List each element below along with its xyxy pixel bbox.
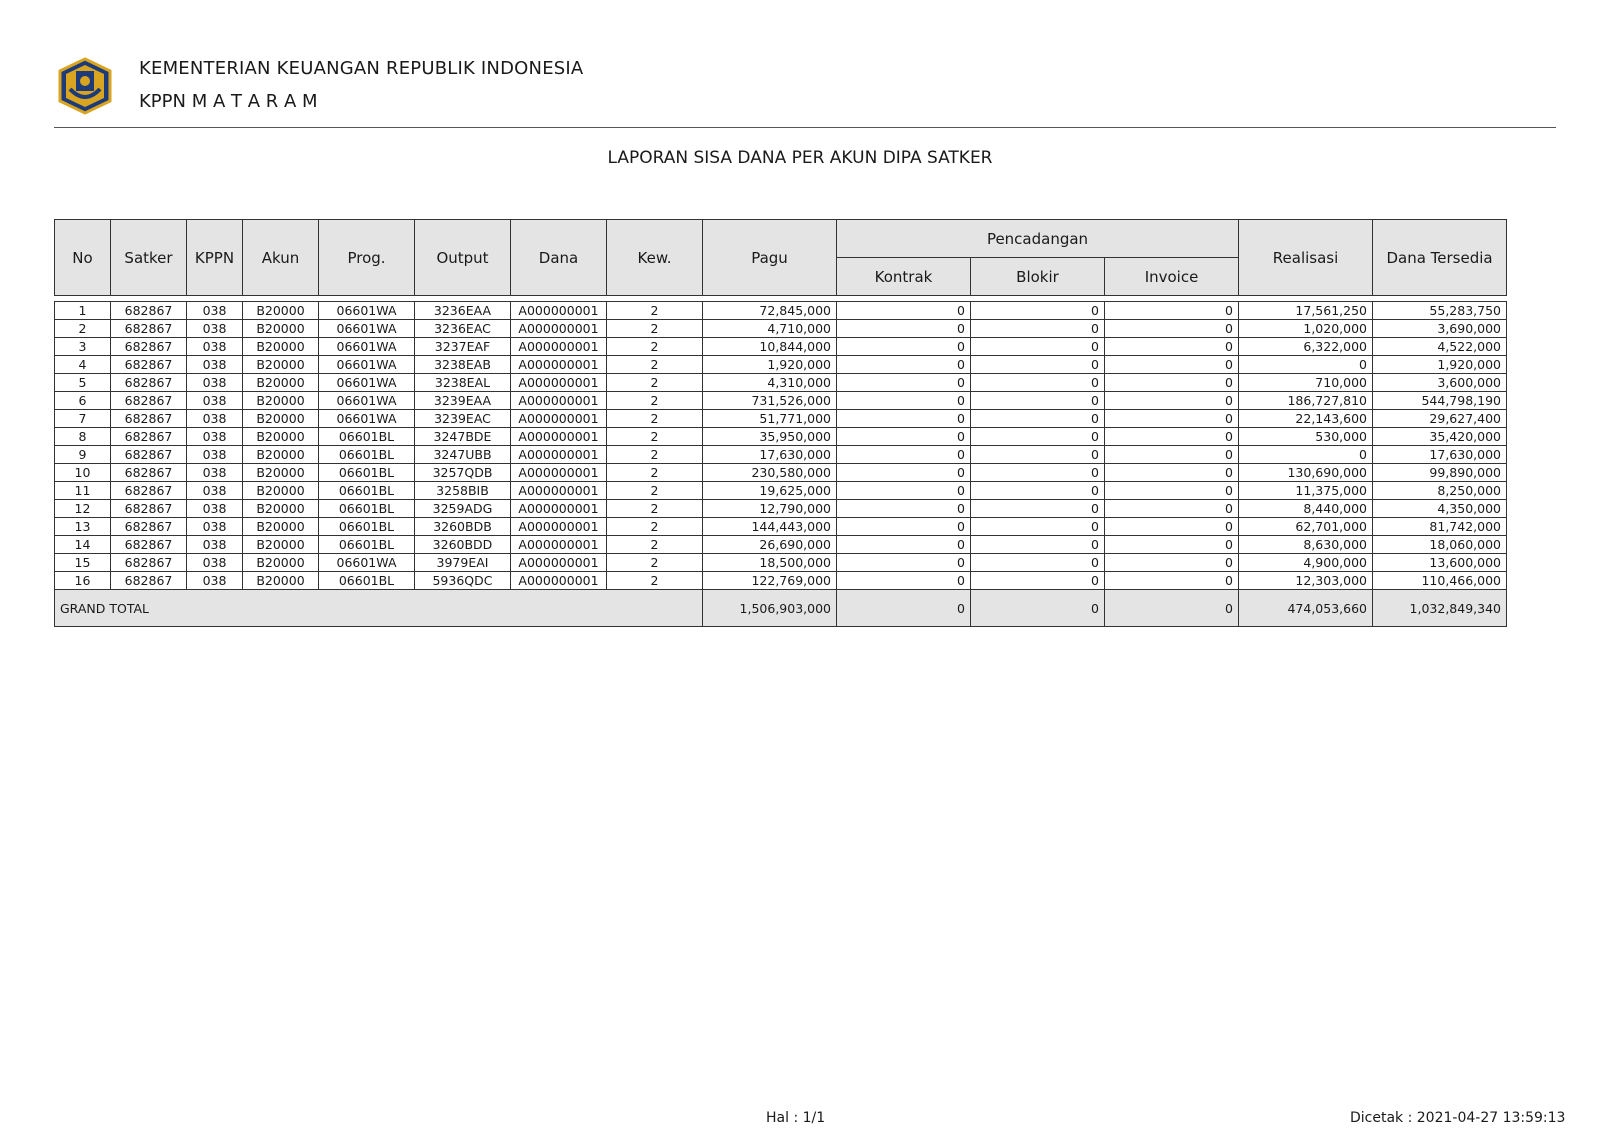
- cell-prog: 06601WA: [319, 302, 415, 320]
- cell-kppn: 038: [187, 392, 243, 410]
- cell-satker: 682867: [111, 392, 187, 410]
- cell-pagu: 26,690,000: [703, 536, 837, 554]
- cell-prog: 06601WA: [319, 410, 415, 428]
- total-invoice: 0: [1105, 590, 1239, 627]
- cell-output: 3237EAF: [415, 338, 511, 356]
- cell-no: 12: [55, 500, 111, 518]
- cell-invoice: 0: [1105, 482, 1239, 500]
- cell-output: 3258BIB: [415, 482, 511, 500]
- table-row: [55, 374, 1507, 392]
- cell-no: 10: [55, 464, 111, 482]
- cell-kppn: 038: [187, 464, 243, 482]
- table-row: [55, 410, 1507, 428]
- cell-pagu: 731,526,000: [703, 392, 837, 410]
- cell-invoice: 0: [1105, 374, 1239, 392]
- cell-dana: A000000001: [511, 320, 607, 338]
- cell-realisasi: 0: [1239, 356, 1373, 374]
- cell-kew: 2: [607, 554, 703, 572]
- cell-dana: A000000001: [511, 338, 607, 356]
- cell-satker: 682867: [111, 554, 187, 572]
- cell-pagu: 35,950,000: [703, 428, 837, 446]
- cell-output: 3236EAC: [415, 320, 511, 338]
- cell-dana: A000000001: [511, 302, 607, 320]
- cell-pagu: 122,769,000: [703, 572, 837, 590]
- col-kppn: KPPN: [187, 220, 243, 296]
- cell-akun: B20000: [243, 374, 319, 392]
- cell-pagu: 10,844,000: [703, 338, 837, 356]
- cell-satker: 682867: [111, 464, 187, 482]
- cell-kew: 2: [607, 338, 703, 356]
- cell-akun: B20000: [243, 446, 319, 464]
- cell-dana-tersedia: 81,742,000: [1373, 518, 1507, 536]
- table-row: [55, 356, 1507, 374]
- cell-no: 2: [55, 320, 111, 338]
- cell-realisasi: 8,630,000: [1239, 536, 1373, 554]
- cell-kppn: 038: [187, 572, 243, 590]
- cell-invoice: 0: [1105, 446, 1239, 464]
- col-kew: Kew.: [607, 220, 703, 296]
- col-dana: Dana: [511, 220, 607, 296]
- cell-blokir: 0: [971, 518, 1105, 536]
- cell-satker: 682867: [111, 410, 187, 428]
- cell-pagu: 19,625,000: [703, 482, 837, 500]
- cell-pagu: 144,443,000: [703, 518, 837, 536]
- total-dana-tersedia: 1,032,849,340: [1373, 590, 1507, 627]
- cell-dana-tersedia: 4,522,000: [1373, 338, 1507, 356]
- cell-blokir: 0: [971, 554, 1105, 572]
- cell-satker: 682867: [111, 446, 187, 464]
- cell-dana: A000000001: [511, 536, 607, 554]
- table-row: [55, 392, 1507, 410]
- page-number: Hal : 1/1: [766, 1110, 826, 1126]
- cell-blokir: 0: [971, 572, 1105, 590]
- table-row: [55, 338, 1507, 356]
- cell-akun: B20000: [243, 482, 319, 500]
- cell-akun: B20000: [243, 392, 319, 410]
- cell-blokir: 0: [971, 338, 1105, 356]
- cell-pagu: 17,630,000: [703, 446, 837, 464]
- cell-kontrak: 0: [837, 518, 971, 536]
- cell-realisasi: 22,143,600: [1239, 410, 1373, 428]
- cell-satker: 682867: [111, 518, 187, 536]
- col-dana-tersedia: Dana Tersedia: [1373, 220, 1507, 296]
- cell-kew: 2: [607, 320, 703, 338]
- cell-invoice: 0: [1105, 320, 1239, 338]
- cell-prog: 06601WA: [319, 356, 415, 374]
- cell-kew: 2: [607, 410, 703, 428]
- cell-dana: A000000001: [511, 428, 607, 446]
- cell-no: 14: [55, 536, 111, 554]
- cell-kew: 2: [607, 500, 703, 518]
- cell-kontrak: 0: [837, 374, 971, 392]
- header-divider: [54, 127, 1556, 128]
- col-satker: Satker: [111, 220, 187, 296]
- cell-output: 3247BDE: [415, 428, 511, 446]
- cell-dana: A000000001: [511, 500, 607, 518]
- table-row: [55, 518, 1507, 536]
- cell-prog: 06601BL: [319, 500, 415, 518]
- cell-dana-tersedia: 17,630,000: [1373, 446, 1507, 464]
- cell-kppn: 038: [187, 356, 243, 374]
- table-row: [55, 482, 1507, 500]
- cell-kontrak: 0: [837, 464, 971, 482]
- cell-kppn: 038: [187, 518, 243, 536]
- cell-akun: B20000: [243, 338, 319, 356]
- cell-realisasi: 17,561,250: [1239, 302, 1373, 320]
- cell-realisasi: 62,701,000: [1239, 518, 1373, 536]
- cell-prog: 06601BL: [319, 464, 415, 482]
- cell-no: 15: [55, 554, 111, 572]
- cell-output: 3257QDB: [415, 464, 511, 482]
- cell-kew: 2: [607, 392, 703, 410]
- cell-output: 3259ADG: [415, 500, 511, 518]
- cell-prog: 06601WA: [319, 554, 415, 572]
- cell-dana: A000000001: [511, 374, 607, 392]
- cell-prog: 06601BL: [319, 536, 415, 554]
- cell-blokir: 0: [971, 536, 1105, 554]
- cell-no: 8: [55, 428, 111, 446]
- total-pagu: 1,506,903,000: [703, 590, 837, 627]
- cell-akun: B20000: [243, 410, 319, 428]
- cell-dana-tersedia: 4,350,000: [1373, 500, 1507, 518]
- col-invoice: Invoice: [1105, 258, 1239, 296]
- cell-blokir: 0: [971, 302, 1105, 320]
- table-row: [55, 446, 1507, 464]
- cell-akun: B20000: [243, 500, 319, 518]
- col-no: No: [55, 220, 111, 296]
- cell-kppn: 038: [187, 338, 243, 356]
- cell-prog: 06601WA: [319, 392, 415, 410]
- cell-blokir: 0: [971, 392, 1105, 410]
- cell-invoice: 0: [1105, 554, 1239, 572]
- table-row: [55, 536, 1507, 554]
- total-kontrak: 0: [837, 590, 971, 627]
- cell-output: 3238EAL: [415, 374, 511, 392]
- cell-kppn: 038: [187, 446, 243, 464]
- cell-satker: 682867: [111, 374, 187, 392]
- table-row: [55, 302, 1507, 320]
- cell-blokir: 0: [971, 374, 1105, 392]
- cell-output: 3260BDB: [415, 518, 511, 536]
- cell-invoice: 0: [1105, 572, 1239, 590]
- cell-kew: 2: [607, 302, 703, 320]
- cell-kew: 2: [607, 572, 703, 590]
- cell-kew: 2: [607, 374, 703, 392]
- cell-kontrak: 0: [837, 482, 971, 500]
- cell-no: 4: [55, 356, 111, 374]
- cell-kew: 2: [607, 446, 703, 464]
- cell-satker: 682867: [111, 338, 187, 356]
- cell-blokir: 0: [971, 464, 1105, 482]
- cell-no: 13: [55, 518, 111, 536]
- cell-dana-tersedia: 8,250,000: [1373, 482, 1507, 500]
- cell-blokir: 0: [971, 428, 1105, 446]
- cell-kontrak: 0: [837, 554, 971, 572]
- cell-akun: B20000: [243, 428, 319, 446]
- cell-realisasi: 1,020,000: [1239, 320, 1373, 338]
- cell-output: 3238EAB: [415, 356, 511, 374]
- cell-realisasi: 8,440,000: [1239, 500, 1373, 518]
- cell-invoice: 0: [1105, 338, 1239, 356]
- cell-no: 9: [55, 446, 111, 464]
- cell-satker: 682867: [111, 482, 187, 500]
- cell-kppn: 038: [187, 536, 243, 554]
- cell-kontrak: 0: [837, 410, 971, 428]
- col-blokir: Blokir: [971, 258, 1105, 296]
- cell-kew: 2: [607, 482, 703, 500]
- cell-satker: 682867: [111, 320, 187, 338]
- cell-kppn: 038: [187, 410, 243, 428]
- col-realisasi: Realisasi: [1239, 220, 1373, 296]
- table-row: [55, 572, 1507, 590]
- cell-invoice: 0: [1105, 428, 1239, 446]
- cell-dana-tersedia: 544,798,190: [1373, 392, 1507, 410]
- cell-kontrak: 0: [837, 572, 971, 590]
- cell-blokir: 0: [971, 356, 1105, 374]
- cell-prog: 06601BL: [319, 572, 415, 590]
- cell-pagu: 230,580,000: [703, 464, 837, 482]
- cell-kppn: 038: [187, 302, 243, 320]
- cell-kontrak: 0: [837, 446, 971, 464]
- cell-output: 3236EAA: [415, 302, 511, 320]
- col-group-pencadangan: Pencadangan: [837, 220, 1239, 258]
- cell-kppn: 038: [187, 320, 243, 338]
- cell-dana-tersedia: 55,283,750: [1373, 302, 1507, 320]
- report-title: LAPORAN SISA DANA PER AKUN DIPA SATKER: [607, 148, 993, 168]
- cell-kontrak: 0: [837, 428, 971, 446]
- cell-no: 11: [55, 482, 111, 500]
- cell-kew: 2: [607, 464, 703, 482]
- cell-kontrak: 0: [837, 536, 971, 554]
- cell-pagu: 1,920,000: [703, 356, 837, 374]
- cell-blokir: 0: [971, 320, 1105, 338]
- cell-realisasi: 11,375,000: [1239, 482, 1373, 500]
- cell-realisasi: 530,000: [1239, 428, 1373, 446]
- cell-dana-tersedia: 18,060,000: [1373, 536, 1507, 554]
- cell-no: 1: [55, 302, 111, 320]
- cell-invoice: 0: [1105, 500, 1239, 518]
- cell-prog: 06601BL: [319, 428, 415, 446]
- cell-output: 3247UBB: [415, 446, 511, 464]
- cell-realisasi: 12,303,000: [1239, 572, 1373, 590]
- cell-prog: 06601BL: [319, 482, 415, 500]
- table-row: [55, 320, 1507, 338]
- cell-output: 3979EAI: [415, 554, 511, 572]
- cell-kppn: 038: [187, 428, 243, 446]
- table-row: [55, 428, 1507, 446]
- cell-realisasi: 0: [1239, 446, 1373, 464]
- cell-kontrak: 0: [837, 338, 971, 356]
- cell-invoice: 0: [1105, 302, 1239, 320]
- cell-output: 3260BDD: [415, 536, 511, 554]
- cell-blokir: 0: [971, 482, 1105, 500]
- cell-pagu: 51,771,000: [703, 410, 837, 428]
- cell-akun: B20000: [243, 464, 319, 482]
- cell-dana-tersedia: 35,420,000: [1373, 428, 1507, 446]
- cell-akun: B20000: [243, 572, 319, 590]
- cell-realisasi: 710,000: [1239, 374, 1373, 392]
- cell-akun: B20000: [243, 554, 319, 572]
- cell-output: 3239EAA: [415, 392, 511, 410]
- cell-kew: 2: [607, 518, 703, 536]
- cell-satker: 682867: [111, 356, 187, 374]
- cell-akun: B20000: [243, 320, 319, 338]
- cell-prog: 06601BL: [319, 518, 415, 536]
- cell-invoice: 0: [1105, 356, 1239, 374]
- cell-prog: 06601WA: [319, 320, 415, 338]
- table-row: [55, 554, 1507, 572]
- cell-invoice: 0: [1105, 410, 1239, 428]
- cell-akun: B20000: [243, 518, 319, 536]
- cell-dana: A000000001: [511, 392, 607, 410]
- printed-timestamp: Dicetak : 2021-04-27 13:59:13: [1350, 1110, 1566, 1126]
- col-prog: Prog.: [319, 220, 415, 296]
- cell-output: 5936QDC: [415, 572, 511, 590]
- cell-kppn: 038: [187, 374, 243, 392]
- total-blokir: 0: [971, 590, 1105, 627]
- cell-dana: A000000001: [511, 554, 607, 572]
- cell-kontrak: 0: [837, 356, 971, 374]
- cell-invoice: 0: [1105, 464, 1239, 482]
- cell-dana-tersedia: 3,600,000: [1373, 374, 1507, 392]
- cell-dana-tersedia: 99,890,000: [1373, 464, 1507, 482]
- cell-satker: 682867: [111, 572, 187, 590]
- cell-dana-tersedia: 110,466,000: [1373, 572, 1507, 590]
- col-pagu: Pagu: [703, 220, 837, 296]
- cell-blokir: 0: [971, 446, 1105, 464]
- cell-dana: A000000001: [511, 518, 607, 536]
- cell-pagu: 4,310,000: [703, 374, 837, 392]
- cell-pagu: 4,710,000: [703, 320, 837, 338]
- cell-no: 3: [55, 338, 111, 356]
- ministry-of-finance-emblem-icon: [56, 57, 114, 115]
- cell-dana: A000000001: [511, 410, 607, 428]
- cell-kontrak: 0: [837, 500, 971, 518]
- grand-total-row: [55, 590, 1507, 627]
- cell-prog: 06601WA: [319, 338, 415, 356]
- col-akun: Akun: [243, 220, 319, 296]
- cell-blokir: 0: [971, 410, 1105, 428]
- cell-pagu: 18,500,000: [703, 554, 837, 572]
- cell-realisasi: 6,322,000: [1239, 338, 1373, 356]
- total-realisasi: 474,053,660: [1239, 590, 1373, 627]
- cell-akun: B20000: [243, 536, 319, 554]
- table-header: [54, 219, 1507, 296]
- cell-blokir: 0: [971, 500, 1105, 518]
- data-table: [54, 301, 1507, 627]
- cell-kontrak: 0: [837, 392, 971, 410]
- grand-total-label: GRAND TOTAL: [55, 590, 703, 627]
- cell-dana: A000000001: [511, 482, 607, 500]
- cell-output: 3239EAC: [415, 410, 511, 428]
- cell-no: 6: [55, 392, 111, 410]
- table-row: [55, 500, 1507, 518]
- cell-akun: B20000: [243, 356, 319, 374]
- cell-dana-tersedia: 29,627,400: [1373, 410, 1507, 428]
- col-kontrak: Kontrak: [837, 258, 971, 296]
- cell-pagu: 12,790,000: [703, 500, 837, 518]
- cell-dana-tersedia: 3,690,000: [1373, 320, 1507, 338]
- cell-dana: A000000001: [511, 446, 607, 464]
- cell-realisasi: 130,690,000: [1239, 464, 1373, 482]
- cell-satker: 682867: [111, 500, 187, 518]
- cell-kew: 2: [607, 428, 703, 446]
- cell-kew: 2: [607, 356, 703, 374]
- cell-kppn: 038: [187, 500, 243, 518]
- cell-realisasi: 186,727,810: [1239, 392, 1373, 410]
- office-name: KPPN M A T A R A M: [139, 91, 318, 112]
- cell-kppn: 038: [187, 482, 243, 500]
- cell-satker: 682867: [111, 302, 187, 320]
- cell-akun: B20000: [243, 302, 319, 320]
- cell-no: 16: [55, 572, 111, 590]
- cell-satker: 682867: [111, 536, 187, 554]
- cell-no: 7: [55, 410, 111, 428]
- cell-prog: 06601BL: [319, 446, 415, 464]
- cell-satker: 682867: [111, 428, 187, 446]
- cell-dana: A000000001: [511, 464, 607, 482]
- cell-no: 5: [55, 374, 111, 392]
- cell-dana-tersedia: 13,600,000: [1373, 554, 1507, 572]
- cell-kew: 2: [607, 536, 703, 554]
- cell-prog: 06601WA: [319, 374, 415, 392]
- cell-invoice: 0: [1105, 392, 1239, 410]
- cell-dana: A000000001: [511, 356, 607, 374]
- cell-realisasi: 4,900,000: [1239, 554, 1373, 572]
- cell-kontrak: 0: [837, 302, 971, 320]
- table-rows: [55, 302, 1507, 590]
- cell-kontrak: 0: [837, 320, 971, 338]
- col-output: Output: [415, 220, 511, 296]
- cell-pagu: 72,845,000: [703, 302, 837, 320]
- cell-invoice: 0: [1105, 518, 1239, 536]
- cell-dana-tersedia: 1,920,000: [1373, 356, 1507, 374]
- ministry-name: KEMENTERIAN KEUANGAN REPUBLIK INDONESIA: [139, 58, 584, 79]
- table-row: [55, 464, 1507, 482]
- cell-dana: A000000001: [511, 572, 607, 590]
- cell-kppn: 038: [187, 554, 243, 572]
- cell-invoice: 0: [1105, 536, 1239, 554]
